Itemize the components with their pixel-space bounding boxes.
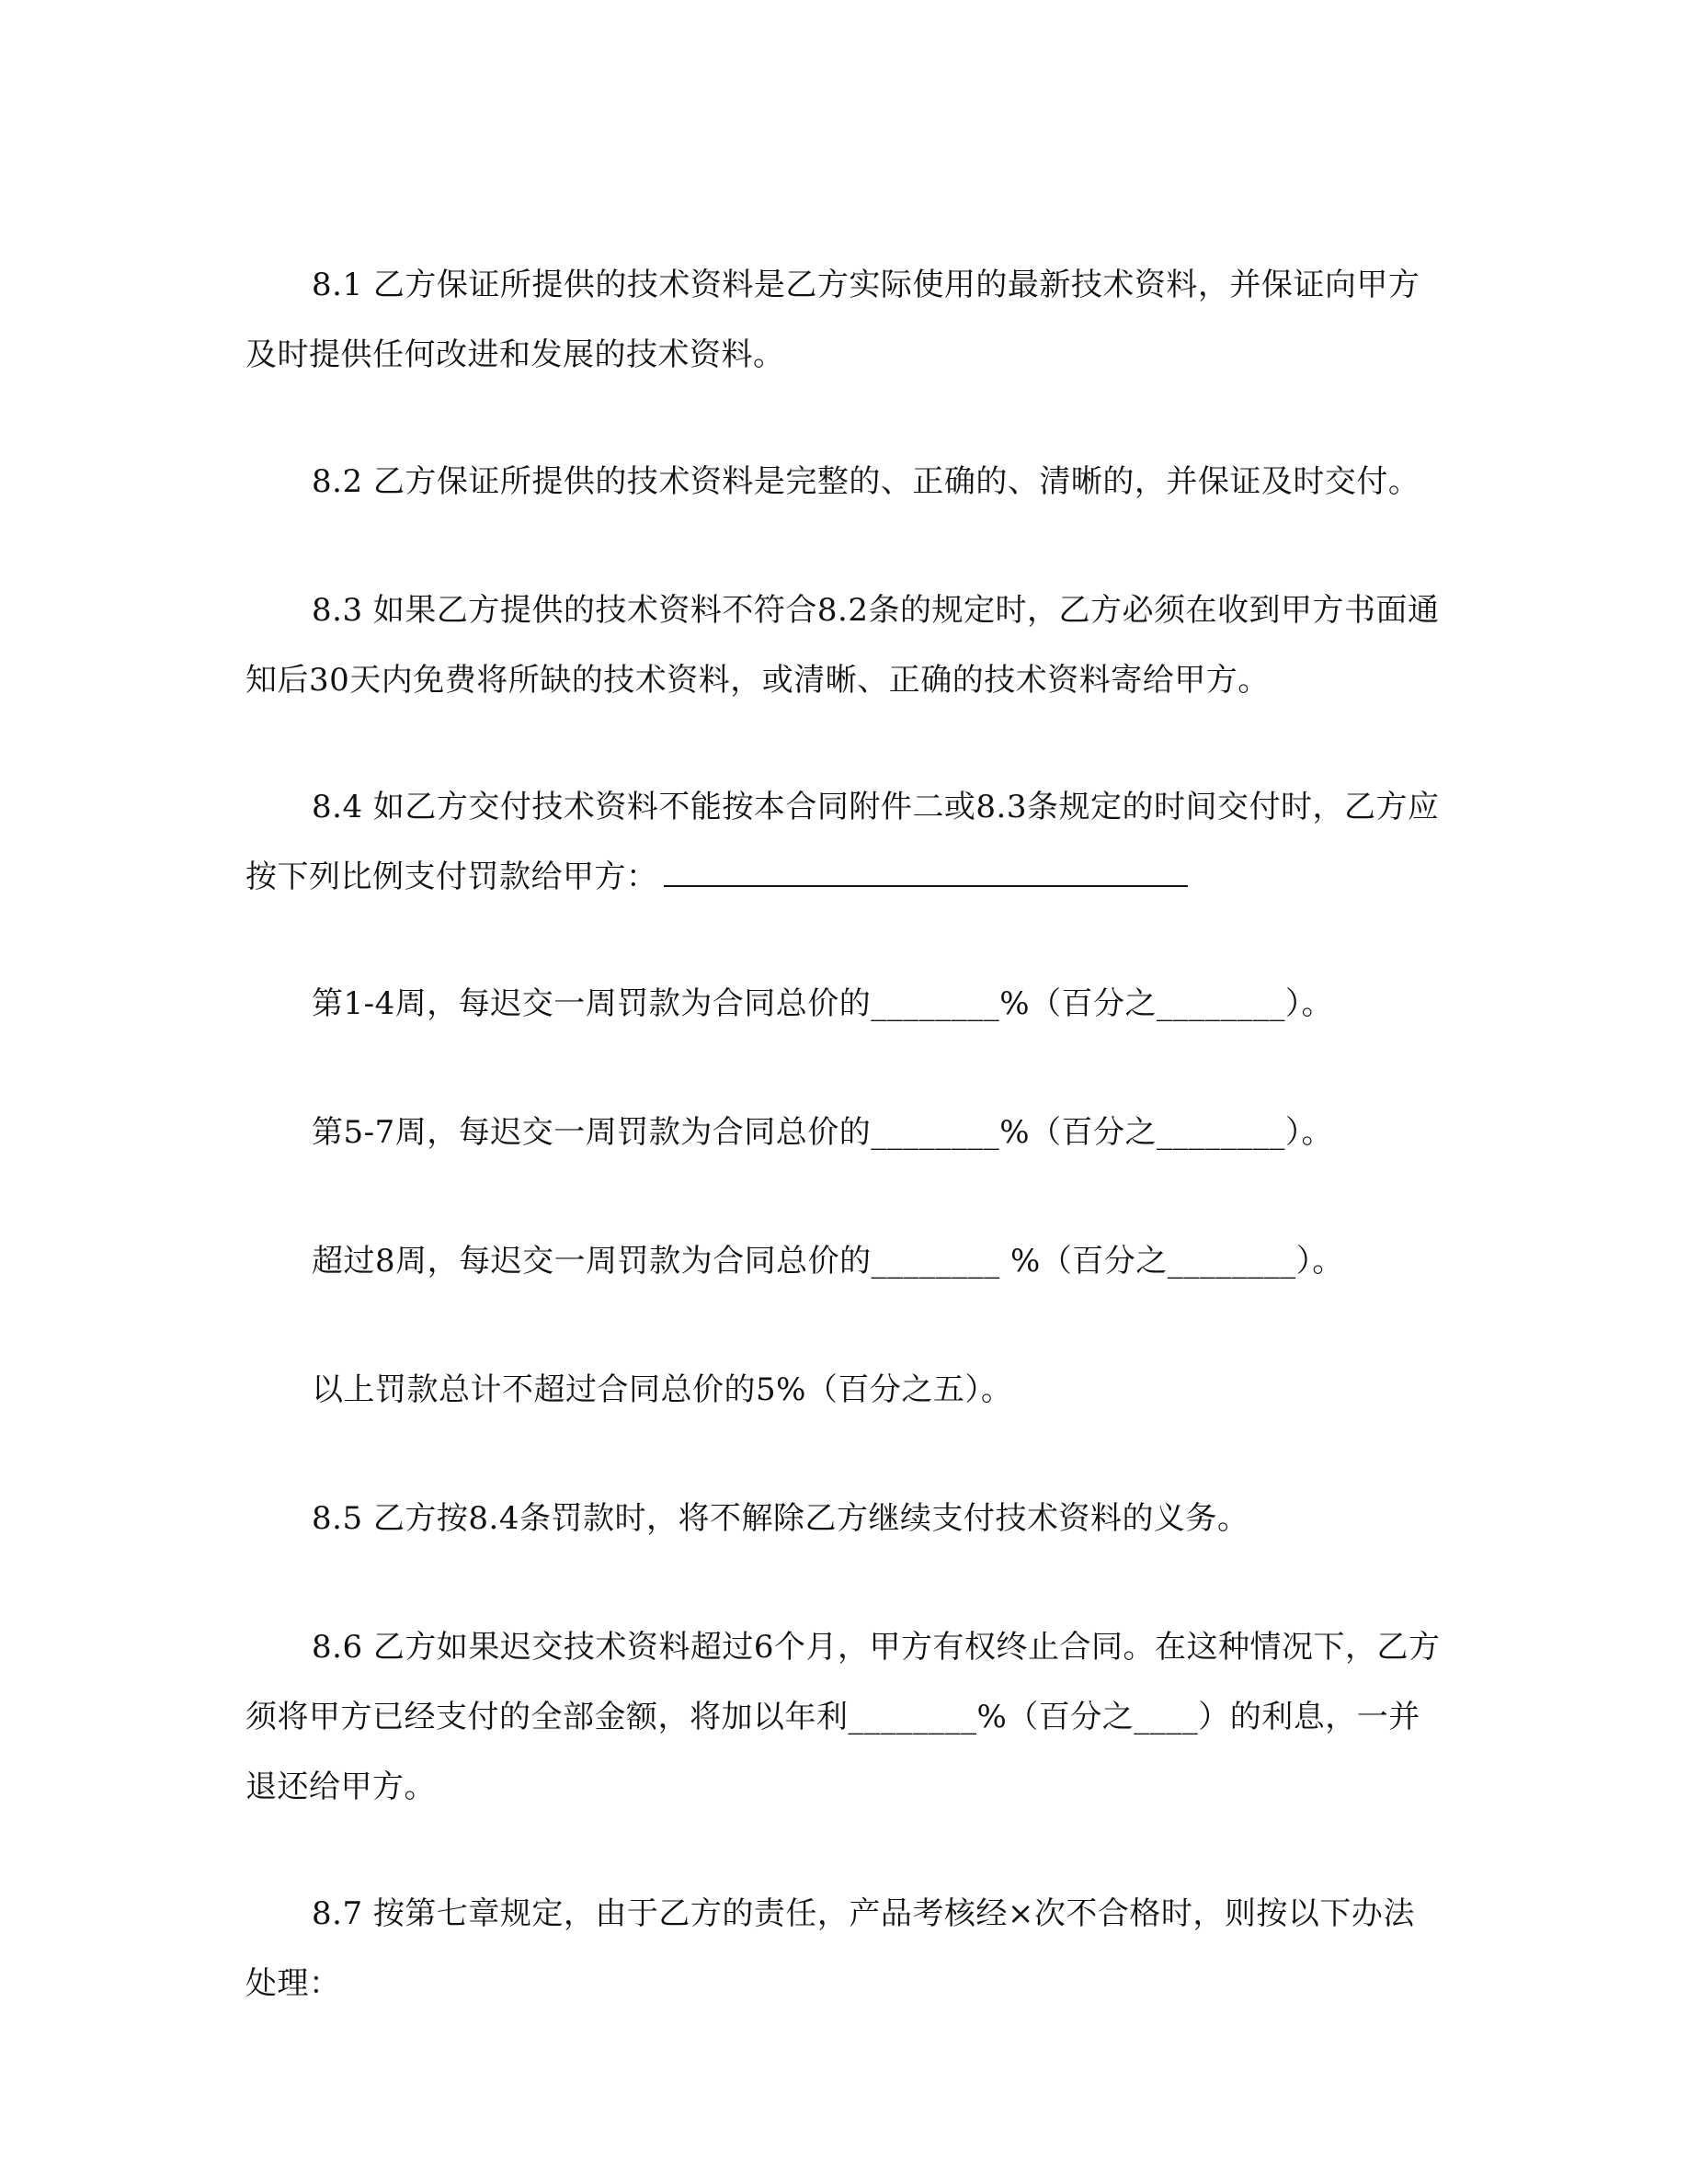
clause-8-1: 8.1 乙方保证所提供的技术资料是乙方实际使用的最新技术资料，并保证向甲方及时提供任何改进和发展的技术资料。 xyxy=(245,267,1420,373)
penalty-cap: 以上罚款总计不超过合同总价的5%（百分之五）。 xyxy=(312,1371,1013,1408)
penalty-week-1-4: 第1-4周，每迟交一周罚款为合同总价的________%（百分之________）。 xyxy=(312,985,1334,1022)
clause-8-7: 8.7 按第七章规定，由于乙方的责任，产品考核经×次不合格时，则按以下办法处理： xyxy=(245,1895,1415,2002)
clause-8-5: 8.5 乙方按8.4条罚款时，将不解除乙方继续支付技术资料的义务。 xyxy=(312,1500,1249,1537)
penalty-over-8-weeks: 超过8周，每迟交一周罚款为合同总价的________ %（百分之________）。 xyxy=(312,1243,1344,1280)
penalty-week-5-7: 第5-7周，每迟交一周罚款为合同总价的________%（百分之________）。 xyxy=(312,1114,1334,1151)
fill-in-blank-line xyxy=(664,858,1188,887)
clause-8-2: 8.2 乙方保证所提供的技术资料是完整的、正确的、清晰的，并保证及时交付。 xyxy=(312,463,1420,500)
clause-8-6: 8.6 乙方如果迟交技术资料超过6个月，甲方有权终止合同。在这种情况下，乙方须将甲方已经支付的全部金额，将加以年利________%（百分之____）的利息，一并退还给甲方。 xyxy=(245,1629,1441,1805)
clause-8-4-text: 8.4 如乙方交付技术资料不能按本合同附件二或8.3条规定的时间交付时，乙方应按下列比例支付罚款给甲方： xyxy=(245,789,1440,895)
clause-8-4 xyxy=(245,772,1441,912)
clause-8-3: 8.3 如果乙方提供的技术资料不符合8.2条的规定时，乙方必须在收到甲方书面通知后30天内免费将所缺的技术资料，或清晰、正确的技术资料寄给甲方。 xyxy=(245,592,1440,699)
